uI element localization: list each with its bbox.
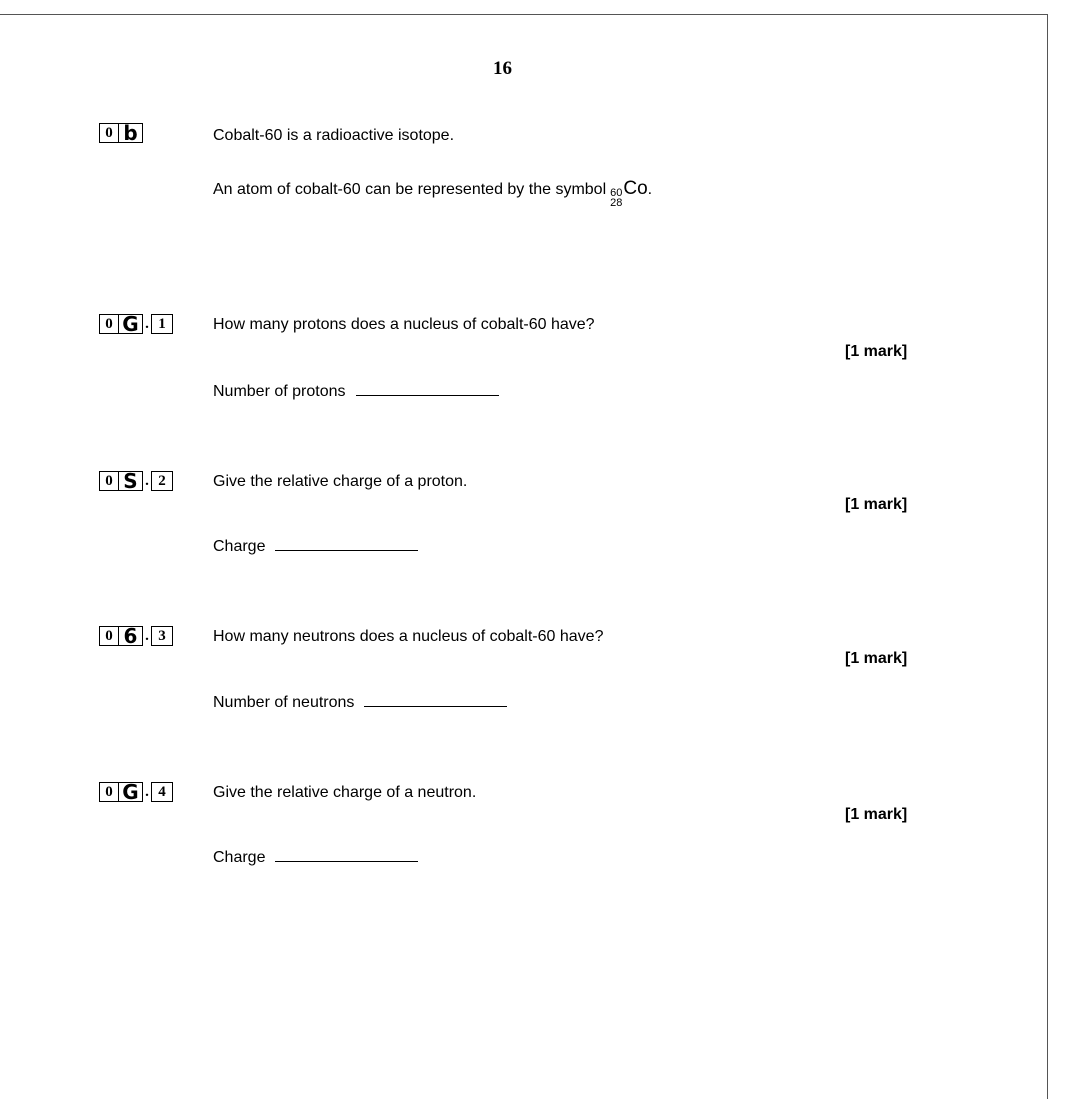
- subquestion-digit: 2: [151, 471, 173, 491]
- intro-statement: Cobalt-60 is a radioactive isotope.: [213, 127, 455, 144]
- answer-label: Charge: [213, 538, 266, 555]
- intro-symbol-prefix: An atom of cobalt-60 can be represented by the symbol: [213, 181, 607, 198]
- marks-label: [1 mark]: [845, 650, 908, 667]
- question-prompt: How many protons does a nucleus of cobalt-60 have?: [213, 316, 595, 333]
- answer-label: Charge: [213, 849, 266, 866]
- answer-line-neutrons[interactable]: [364, 706, 507, 707]
- question-digit: 0: [99, 314, 119, 334]
- answer-row: [213, 538, 418, 556]
- answer-line-neutron-charge[interactable]: [275, 861, 418, 862]
- page-number: 16: [493, 58, 512, 79]
- separator-dot: .: [145, 784, 149, 800]
- answer-line-proton-charge[interactable]: [275, 550, 418, 551]
- handwritten-question-digit: 6: [119, 626, 143, 646]
- answer-label: Number of protons: [213, 383, 346, 400]
- element-symbol: Co: [623, 178, 648, 199]
- handwritten-question-digit: S: [119, 471, 143, 491]
- question-digit: 0: [99, 123, 119, 143]
- question-digit: 0: [99, 782, 119, 802]
- question-prompt: How many neutrons does a nucleus of cobalt-60 have?: [213, 628, 604, 645]
- subquestion-digit: 3: [151, 626, 173, 646]
- answer-row: [213, 849, 418, 867]
- question-digit: 0: [99, 626, 119, 646]
- handwritten-question-digit: G: [119, 782, 143, 802]
- marks-label: [1 mark]: [845, 343, 908, 360]
- question-prompt: Give the relative charge of a proton.: [213, 473, 468, 490]
- answer-row: [213, 383, 499, 401]
- nuclide-symbol: [606, 178, 653, 209]
- exam-page: [0, 14, 1048, 1099]
- question-number-box: [99, 781, 173, 803]
- separator-dot: .: [145, 316, 149, 332]
- subquestion-digit: 4: [151, 782, 173, 802]
- answer-line-protons[interactable]: [356, 395, 499, 396]
- question-digit: 0: [99, 471, 119, 491]
- question-prompt: Give the relative charge of a neutron.: [213, 784, 477, 801]
- mass-number: 60: [610, 187, 623, 199]
- marks-label: [1 mark]: [845, 496, 908, 513]
- answer-label: Number of neutrons: [213, 694, 355, 711]
- handwritten-question-digit: G: [119, 314, 143, 334]
- question-number-box: [99, 470, 173, 492]
- subquestion-digit: 1: [151, 314, 173, 334]
- atomic-number: 28: [610, 197, 623, 209]
- question-number-box: [99, 122, 143, 144]
- marks-label: [1 mark]: [845, 806, 908, 823]
- separator-dot: .: [145, 473, 149, 489]
- question-number-box: [99, 313, 173, 335]
- question-number-box: [99, 625, 173, 647]
- handwritten-question-digit: b: [119, 123, 143, 143]
- intro-symbol-statement: [213, 178, 653, 209]
- answer-row: [213, 694, 507, 712]
- symbol-suffix: .: [647, 181, 653, 198]
- separator-dot: .: [145, 628, 149, 644]
